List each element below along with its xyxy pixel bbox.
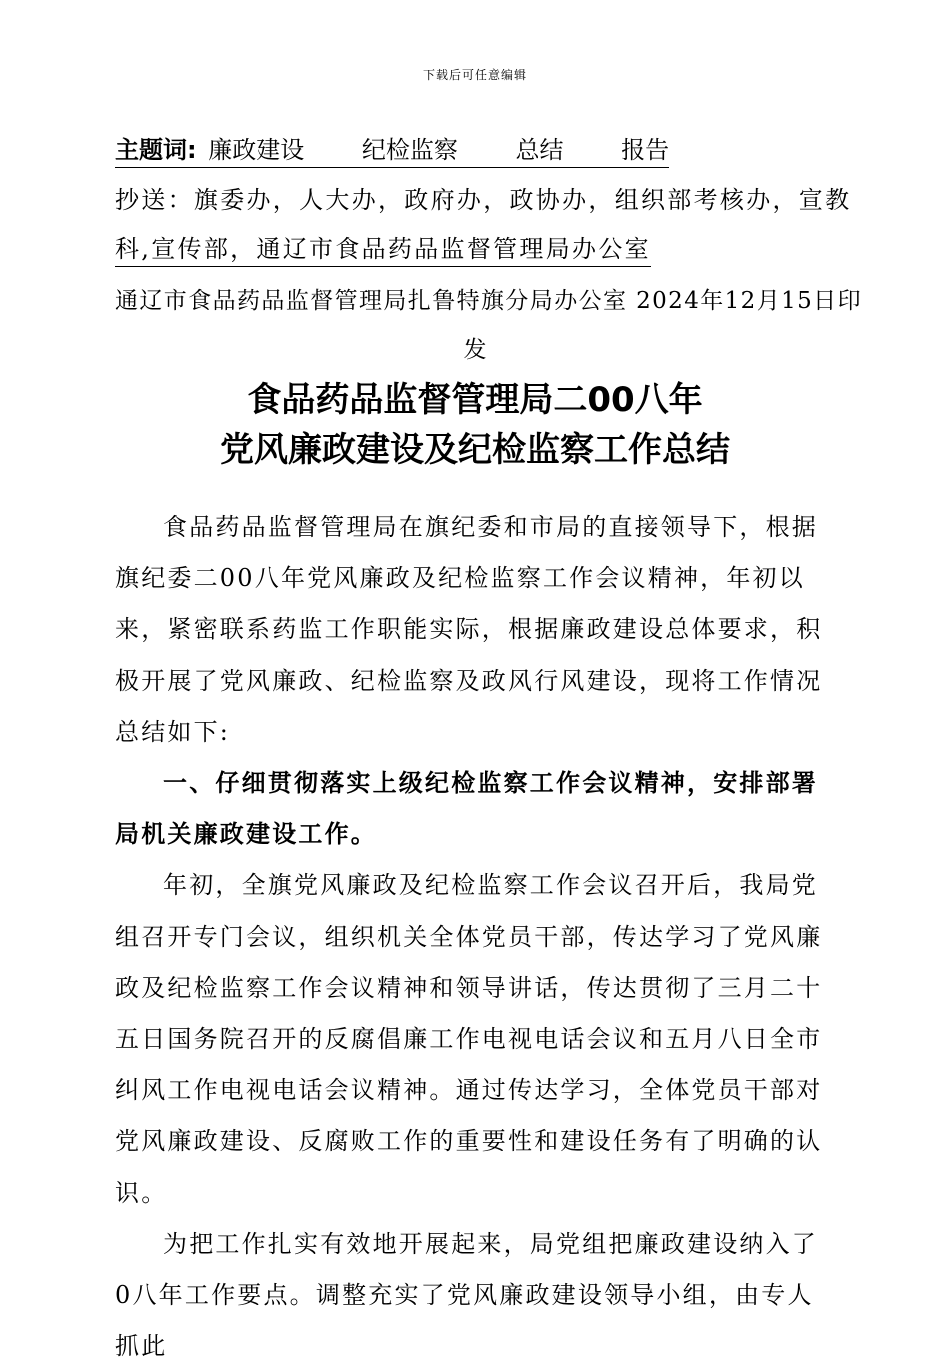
- document-title-line-2: 党风廉政建设及纪检监察工作总结: [220, 430, 730, 470]
- keyword-item: 报告: [621, 136, 670, 164]
- section-heading: 一、仔细贯彻落实上级纪检监察工作会议精神，安排部署局机关廉政建设工作。: [115, 769, 818, 849]
- body-paragraph: 年初，全旗党风廉政及纪检监察工作会议召开后，我局党组召开专门会议，组织机关全体党员干部，传达学习了党风廉政及纪检监察工作会议精神和领导讲话，传达贯彻了三月二十五日国务院召开的反腐倡廉工作电视电话会议和五月八日全市纠风工作电视电话会议精神。通过传达学习，全体党员干部对党风廉政建设、反腐败工作的重要性和建设任务有了明确的认识。: [115, 871, 823, 1207]
- cc-line-1: 抄送：旗委办，人大办，政府办，政协办，组织部考核办，宣教: [115, 186, 852, 214]
- keyword-item: 总结: [515, 136, 564, 164]
- keywords-label: 主题词:: [115, 136, 197, 164]
- document-title-line-1: 食品药品监督管理局二00八年: [247, 380, 703, 420]
- header-note: 下载后可任意编辑: [422, 68, 527, 82]
- issuer-line-tail: 发: [463, 337, 487, 363]
- cc-line-2: 科,宣传部，通辽市食品药品监督管理局办公室: [115, 234, 651, 267]
- keyword-item: 廉政建设: [208, 136, 305, 164]
- subject-keywords: [115, 135, 669, 168]
- issuer-line: 通辽市食品药品监督管理局扎鲁特旗分局办公室 2024年12月15日印: [115, 288, 862, 314]
- body-paragraph: 为把工作扎实有效地开展起来，局党组把廉政建设纳入了0八年工作要点。调整充实了党风廉政建设领导小组，由专人抓此: [115, 1229, 818, 1361]
- document-body: [115, 502, 835, 1372]
- intro-paragraph: 食品药品监督管理局在旗纪委和市局的直接领导下，根据旗纪委二00八年党风廉政及纪检监察工作会议精神，年初以来，紧密联系药监工作职能实际，根据廉政建设总体要求，积极开展了党风廉政、纪检监察及政风行风建设，现将工作情况总结如下:: [115, 513, 823, 746]
- keyword-item: 纪检监察: [361, 136, 458, 164]
